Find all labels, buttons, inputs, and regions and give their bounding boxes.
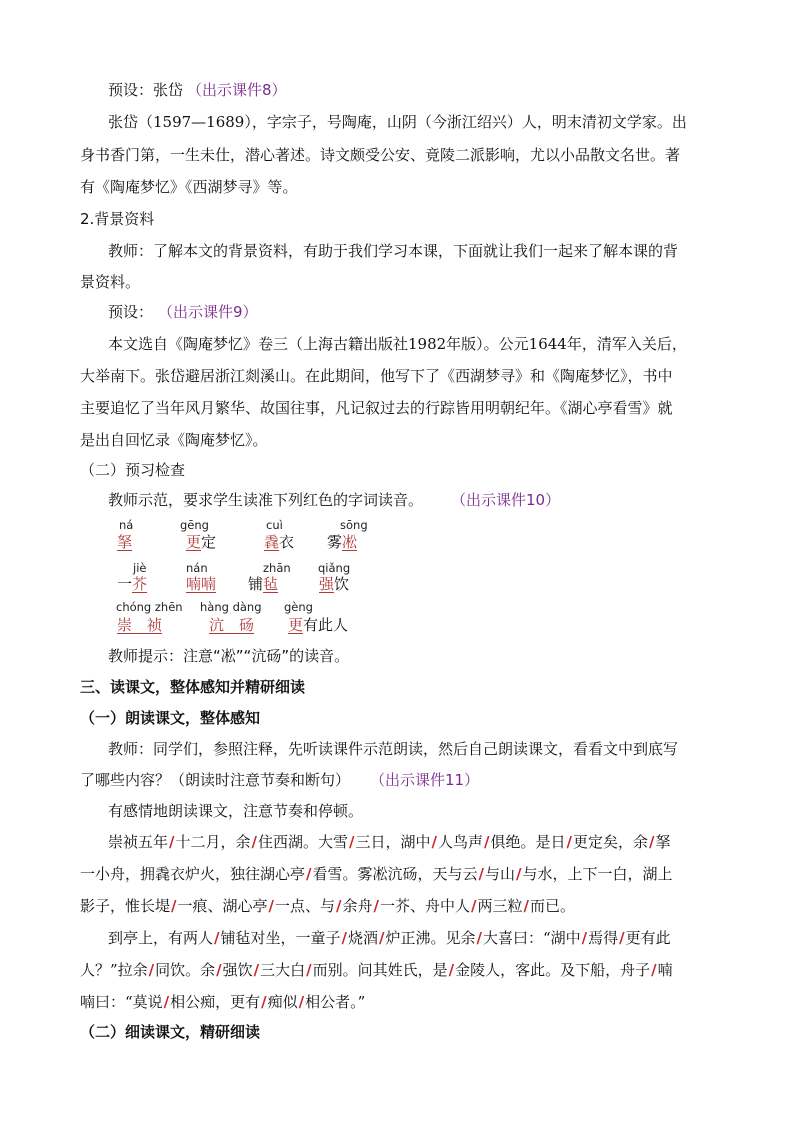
passage-segment: 金陵人，客此。及下船，舟子 [455, 961, 651, 979]
rhythm-slash: / [268, 897, 274, 915]
document-page: 预设：张岱 （出示课件8） 张岱（1597—1689），字宗子，号陶庵，山阴（今浙江绍兴）人，明末清初文学家。出 身书香门第，一生未仕，潜心著述。诗文颇受公安、竟陵二派影响，尤以小品散文名世。著 有《陶庵梦忆》《西湖梦寻》等。 2.背景资料 教师：了解本文的背景资料，有助于我们学习本课，下面就让我们一起来了解本课的背 景资料。 预设： （出示课件9） 本文选自《陶庵梦忆》卷三（上海古籍出版社1982年版）。公元1644年，清军入关后， 大举南下。张岱避居浙江剡溪山。在此期间，他写下了《西湖梦寻》和《陶庵梦忆》，书中 主要追忆了当年风月繁华、故国往事，凡记叙过去的行踪皆用明朝纪年。《湖心亭看雪》就 是出自回忆录《陶庵梦忆》。 （二）预习检查 教师示范，要求学生读准下列红色的字词读音。 （出示课件10） ná 拏 gēng 更定 cuì 毳衣 sōng 雾凇 jiè 一芥 nán 喃喃 zhān 铺毡 qiǎng 强饮 chóng zhēn 崇 祯 hàng dàng 沆 砀 gèng 更有此人 教师提示：注意“凇”“沆砀”的读音。 三、读课文，整体感知并精研细读 （一）朗读课文，整体感知 教师：同学们，参照注释，先听读课件示范朗读，然后自己朗读课文，看看文中到底写 了哪些内容？（朗读时注意节奏和断句） （出示课件11） 有感情地朗读课文，注意节奏和停顿。 崇祯五年/十二月，余/住西湖。大雪/三日，湖中/人鸟声/俱绝。是日/更定矣，余/拏 一小舟，拥毳衣炉火，独往湖心亭/看雪。雾凇沆砀，天与云/与山/与水，上下一白，湖上 影子，惟长堤/一痕、湖心亭/一点、与/余舟/一芥、舟中人/两三粒/而已。 到亭上，有两人/铺毡对坐，一童子/烧酒/炉正沸。见余/大喜曰：“湖中/焉得/更有此 人？”拉余/同饮。余/强饮/三大白/而别。问其姓氏，是/金陵人，客此。及下船，舟子/喃 喃曰：“莫说/相公痴，更有/痴似/相公者。” （二）细读课文，精研细读 [80, 81, 687, 1041]
rhythm-slash: / [148, 961, 155, 979]
vocab-word: 喃喃 [186, 575, 217, 593]
passage-segment: 拏 [655, 833, 671, 851]
rhythm-slash: / [261, 993, 267, 1011]
passage-segment: 铺毡对坐，一童子 [220, 929, 341, 947]
rhythm-slash: / [214, 929, 220, 947]
passage-segment: 更定矣，余 [573, 833, 649, 851]
vocab-word: 更有此人 [288, 616, 349, 634]
rhythm-slash: / [581, 929, 588, 947]
rhythm-slash: / [619, 929, 625, 947]
rhythm-slash: / [379, 929, 385, 947]
rhythm-slash: / [306, 961, 312, 979]
vocab-word: 沆 砀 [209, 616, 255, 634]
passage-segment: 崇祯五年 [108, 833, 169, 851]
passage-segment: 住西湖。大雪 [258, 833, 349, 851]
rhythm-slash: / [476, 929, 482, 947]
passage-segment: 炉正沸。见余 [385, 929, 476, 947]
rhythm-slash: / [163, 993, 170, 1011]
rhythm-slash: / [169, 833, 175, 851]
courseware-ref: （出示课件10） [451, 491, 561, 509]
passage-segment: 与水，上下一白，湖上 [522, 865, 673, 883]
passage-segment: 强饮 [222, 961, 253, 979]
rhythm-slash: / [341, 929, 347, 947]
rhythm-slash: / [651, 961, 657, 979]
passage-segment: 俱绝。是日 [490, 833, 566, 851]
passage-segment: 与山 [485, 865, 516, 883]
vocab-word: 崇 祯 [117, 616, 163, 634]
passage-segment: 一小舟，拥毳衣炉火，独往湖心亭 [80, 865, 306, 883]
passage-segment: 三日，湖中 [355, 833, 431, 851]
passage-segment: 痴似 [267, 993, 298, 1011]
passage-segment: 喃 [657, 961, 673, 979]
rhythm-slash: / [253, 961, 260, 979]
passage-segment: 三大白 [260, 961, 306, 979]
passage-segment: 两三粒 [477, 897, 523, 915]
rhythm-slash: / [448, 961, 455, 979]
passage-segment: 而已。 [530, 897, 576, 915]
rhythm-slash: / [484, 833, 490, 851]
passage-segment: 而别。问其姓氏，是 [312, 961, 448, 979]
courseware-ref: （出示课件8） [187, 81, 287, 99]
passage-segment: 相公痴，更有 [170, 993, 261, 1011]
rhythm-slash: / [251, 833, 257, 851]
vocab-word: 毳衣 [264, 533, 295, 551]
passage-segment: 一痕、湖心亭 [177, 897, 268, 915]
vocab-word: 拏 [117, 533, 133, 551]
vocab-word: 雾凇 [327, 533, 358, 551]
passage-segment: 十二月，余 [175, 833, 251, 851]
passage-segment: 烧酒 [348, 929, 379, 947]
passage-segment: 余舟 [342, 897, 373, 915]
rhythm-slash: / [523, 897, 529, 915]
rhythm-slash: / [649, 833, 655, 851]
passage-segment: 焉得 [588, 929, 619, 947]
passage-segment: 人？”拉余 [80, 961, 148, 979]
vocab-word: 一芥 [117, 575, 148, 593]
rhythm-slash: / [373, 897, 379, 915]
passage-segment: 喃曰：“莫说 [80, 993, 163, 1011]
rhythm-slash: / [566, 833, 572, 851]
vocab-word: 强饮 [319, 575, 350, 593]
rhythm-slash: / [306, 865, 312, 883]
passage-segment: 一芥、舟中人 [380, 897, 471, 915]
passage-segment: 大喜曰：“湖中 [483, 929, 581, 947]
rhythm-slash: / [171, 897, 177, 915]
rhythm-slash: / [216, 961, 222, 979]
vocab-word: 铺毡 [248, 575, 279, 593]
rhythm-slash: / [431, 833, 437, 851]
courseware-ref: （出示课件11） [370, 771, 480, 789]
vocab-word: 更定 [186, 533, 217, 551]
passage-segment: 看雪。雾凇沆砀，天与云 [312, 865, 478, 883]
rhythm-slash: / [349, 833, 355, 851]
rhythm-slash: / [516, 865, 522, 883]
rhythm-slash: / [336, 897, 342, 915]
courseware-ref: （出示课件9） [158, 303, 258, 321]
rhythm-slash: / [478, 865, 484, 883]
passage-segment: 到亭上，有两人 [108, 929, 214, 947]
rhythm-slash: / [471, 897, 477, 915]
passage-segment: 一点、与 [275, 897, 336, 915]
rhythm-slash: / [298, 993, 305, 1011]
passage-segment: 同饮。余 [155, 961, 216, 979]
passage-segment: 相公者。” [305, 993, 366, 1011]
passage-segment: 人鸟声 [438, 833, 484, 851]
passage-segment: 更有此 [625, 929, 671, 947]
passage-segment: 影子，惟长堤 [80, 897, 171, 915]
